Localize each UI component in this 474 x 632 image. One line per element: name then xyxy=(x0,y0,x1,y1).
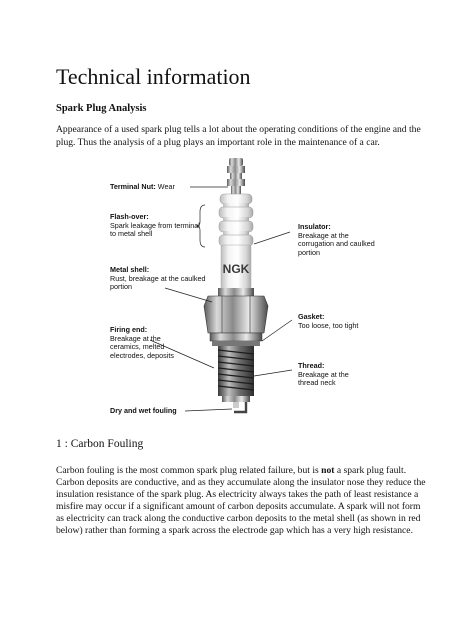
thread-section xyxy=(218,346,254,402)
page-title: Technical information xyxy=(56,64,251,89)
label-gasket: Gasket: Too loose, too tight xyxy=(298,312,359,330)
label-terminal-nut: Terminal Nut: Wear xyxy=(110,182,175,191)
section-heading: 1 : Carbon Fouling xyxy=(56,438,144,450)
label-dry-wet-fouling: Dry and wet fouling xyxy=(110,406,177,415)
section-subtitle: Spark Plug Analysis xyxy=(56,103,147,114)
gasket-ring xyxy=(212,341,260,346)
intro-paragraph: Appearance of a used spark plug tells a lot about the operating conditions of the engine and the plug. Thus the analysis of a plug plays an important role in the maintenance of a car. xyxy=(56,124,421,148)
label-thread: Thread: Breakage at the thread neck xyxy=(298,361,349,388)
carbon-fouling-paragraph: Carbon fouling is the most common spark plug related failure, but is not a spark plug fault. Carbon deposits are conductive, and as they accumulate along the insulator nose they reduce the insulation resistance of the spark plug. As electricity always takes the path of least resistance a misfire may occur if a significant amount of carbon deposits accumulate. A spark will not form as electricity can track along the conductive carbon deposits to the metal shell (as shown in red below) rather than forming a spark across the electrode gap which has a very high resistance. xyxy=(56,465,426,536)
ngk-brand-text: NGK xyxy=(222,262,250,276)
label-flash-over: Flash-over: Spark leakage from terminal to metal shell xyxy=(110,212,200,239)
label-firing-end: Firing end: Breakage at the ceramics, melted electrodes, deposits xyxy=(110,325,174,360)
emphasis-not: not xyxy=(321,465,335,476)
label-metal-shell: Metal shell: Rust, breakage at the caulked portion xyxy=(110,265,206,292)
terminal-nut xyxy=(227,158,245,194)
label-insulator: Insulator: Breakage at the corrugation and caulked portion xyxy=(298,222,375,257)
ground-electrode xyxy=(233,402,246,412)
metal-shell xyxy=(204,288,268,341)
